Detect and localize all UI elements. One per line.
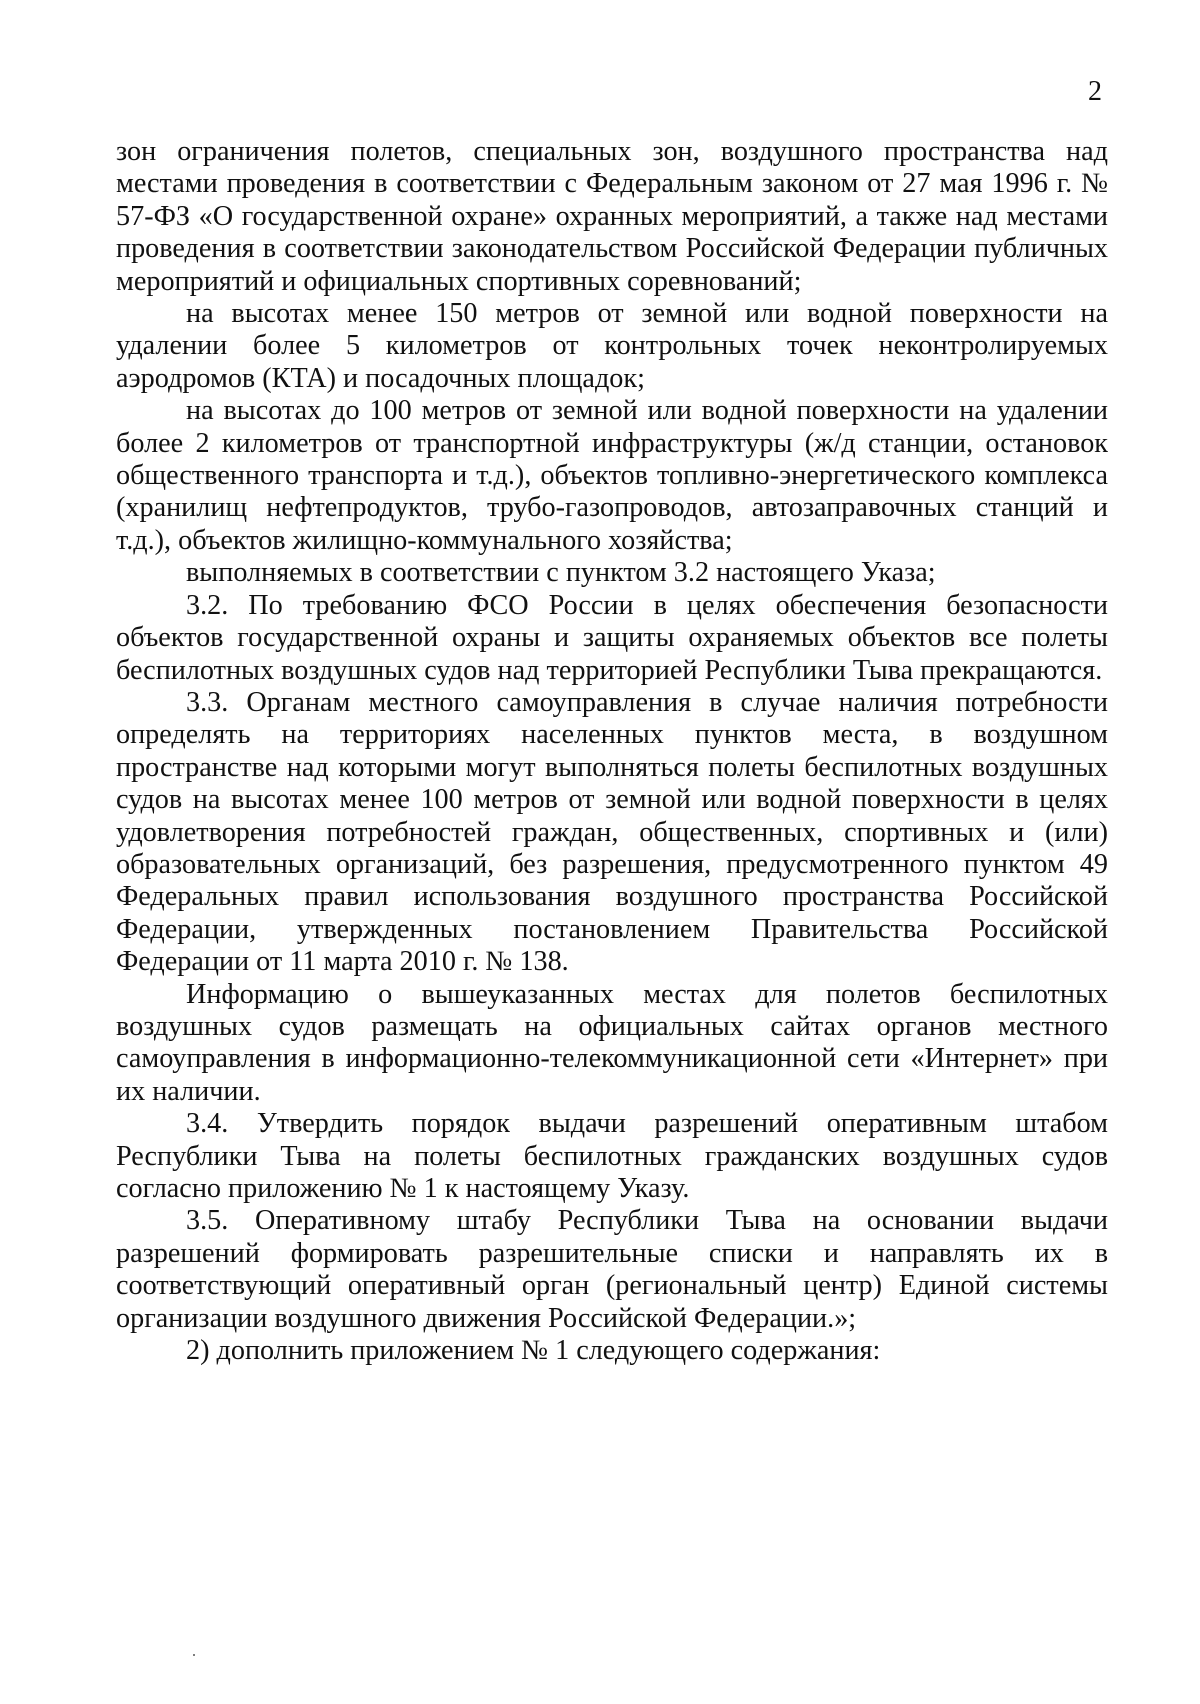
paragraph-altitude-100: на высотах до 100 метров от земной или водной поверхности на удалении более 2 километров от транспортной инфраструктуры (ж/д станции, остановок общественного транспорта и т.д.), объектов топливно-энергетического комплекса (хранилищ нефтепродуктов, трубо-газопроводов, автозаправочных станций и т.д.), объектов жилищно-коммунального хозяйства; bbox=[116, 395, 1108, 556]
paragraph-information-publishing: Информацию о вышеуказанных местах для полетов беспилотных воздушных судов размещать на официальных сайтах органов местного самоуправления в информационно-телекоммуникационной сети «Интернет» при их наличии. bbox=[116, 978, 1108, 1107]
page-number: 2 bbox=[1088, 76, 1102, 107]
paragraph-3-5: 3.5. Оперативному штабу Республики Тыва на основании выдачи разрешений формировать разрешительные списки и направлять их в соответствующий оперативный орган (региональный центр) Единой системы организации воздушного движения Российской Федерации.»; bbox=[116, 1205, 1108, 1334]
paragraph-item-3-2-reference: выполняемых в соответствии с пунктом 3.2 настоящего Указа; bbox=[186, 557, 936, 589]
paragraph-3-4: 3.4. Утвердить порядок выдачи разрешений оперативным штабом Республики Тыва на полеты беспилотных гражданских воздушных судов согласно приложению № 1 к настоящему Указу. bbox=[116, 1108, 1108, 1204]
paragraph-3-2: 3.2. По требованию ФСО России в целях обеспечения безопасности объектов государственной охраны и защиты охраняемых объектов все полеты беспилотных воздушных судов над территорией Республики Тыва прекращаются. bbox=[116, 589, 1108, 686]
scan-dot-mark bbox=[193, 1654, 195, 1656]
paragraph-restricted-zones: зон ограничения полетов, специальных зон, воздушного пространства над местами проведения в соответствии с Федеральным законом от 27 мая 1996 г. № 57-ФЗ «О государственной охране» охранных мероприятий, а также над местами проведения в соответствии законодательством Российской Федерации публичных мероприятий и официальных спортивных соревнований; bbox=[116, 136, 1108, 297]
paragraph-3-3: 3.3. Органам местного самоуправления в случае наличия потребности определять на территориях населенных пунктов места, в воздушном пространстве над которыми могут выполняться полеты беспилотных воздушных судов на высотах менее 100 метров от земной или водной поверхности в целях удовлетворения потребностей граждан, общественных, спортивных и (или) образовательных организаций, без разрешения, предусмотренного пунктом 49 Федеральных правил использования воздушного пространства Российской Федерации, утвержденных постановлением Правительства Российской Федерации от 11 марта 2010 г. № 138. bbox=[116, 686, 1108, 978]
paragraph-item-2-appendix: 2) дополнить приложением № 1 следующего содержания: bbox=[186, 1335, 881, 1367]
paragraph-altitude-150: на высотах менее 150 метров от земной или водной поверхности на удалении более 5 километров от контрольных точек неконтролируемых аэродромов (КТА) и посадочных площадок; bbox=[116, 298, 1108, 394]
document-body bbox=[116, 136, 1108, 1367]
